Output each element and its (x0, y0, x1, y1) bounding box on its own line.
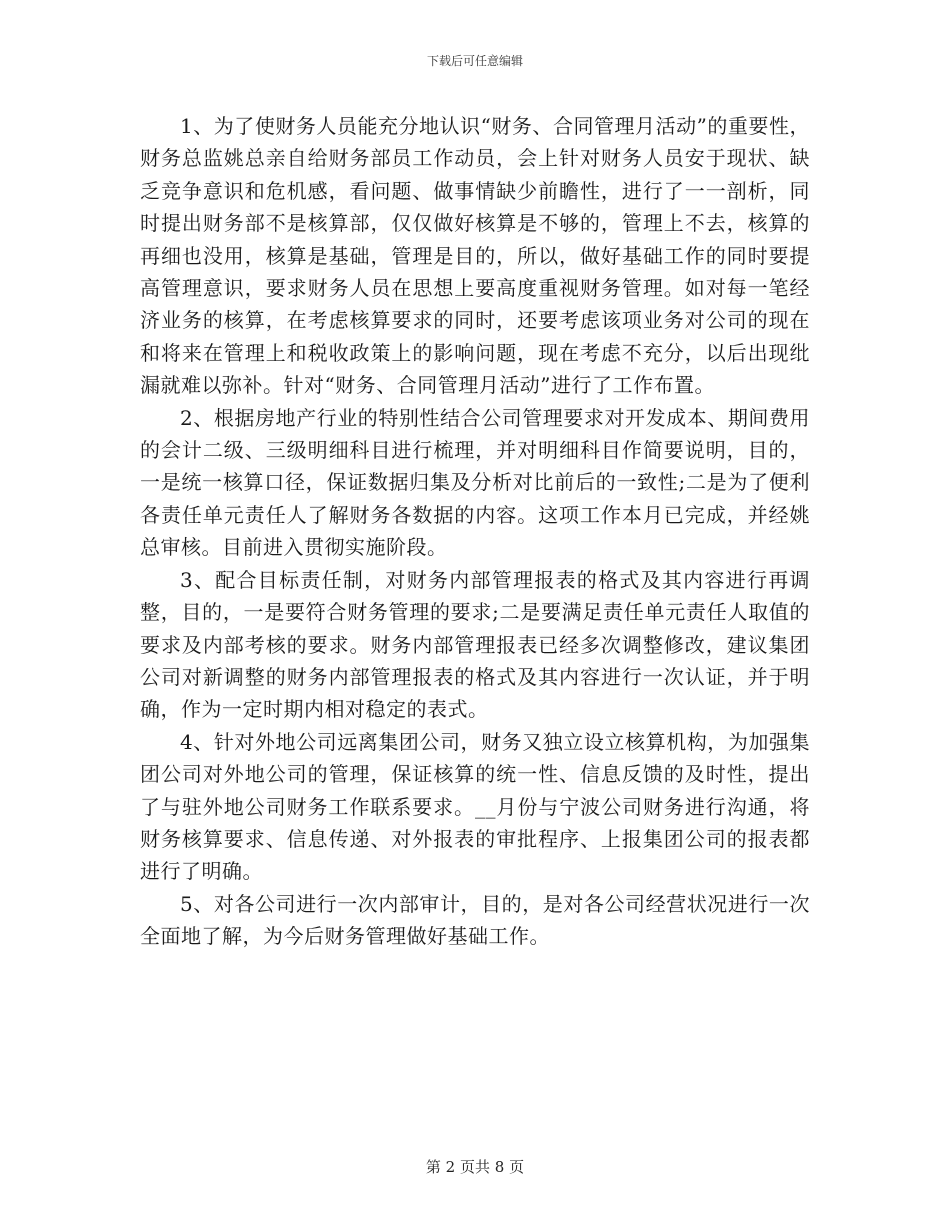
paragraph-5: 5、对各公司进行一次内部审计，目的，是对各公司经营状况进行一次全面地了解，为今后财务管理做好基础工作。 (140, 891, 810, 949)
paragraph-2: 2、根据房地产行业的特别性结合公司管理要求对开发成本、期间费用的会计二级、三级明细科目进行梳理，并对明细科目作简要说明，目的，一是统一核算口径，保证数据归集及分析对比前后的一致性;二是为了便利各责任单元责任人了解财务各数据的内容。这项工作本月已完成，并经姚总审核。目前进入贯彻实施阶段。 (140, 405, 810, 560)
paragraph-1: 1、为了使财务人员能充分地认识“财务、合同管理月活动”的重要性，财务总监姚总亲自给财务部员工作动员，会上针对财务人员安于现状、缺乏竞争意识和危机感，看问题、做事情缺少前瞻性，进行了一一剖析，同时提出财务部不是核算部，仅仅做好核算是不够的，管理上不去，核算的再细也没用，核算是基础，管理是目的，所以，做好基础工作的同时要提高管理意识，要求财务人员在思想上要高度重视财务管理。如对每一笔经济业务的核算，在考虑核算要求的同时，还要考虑该项业务对公司的现在和将来在管理上和税收政策上的影响问题，现在考虑不充分，以后出现纰漏就难以弥补。针对“财务、合同管理月活动”进行了工作布置。 (140, 114, 810, 398)
paragraph-4: 4、针对外地公司远离集团公司，财务又独立设立核算机构，为加强集团公司对外地公司的管理，保证核算的统一性、信息反馈的及时性，提出了与驻外地公司财务工作联系要求。__月份与宁波公司财务进行沟通，将财务核算要求、信息传递、对外报表的审批程序、上报集团公司的报表都进行了明确。 (140, 729, 810, 884)
paragraph-3: 3、配合目标责任制，对财务内部管理报表的格式及其内容进行再调整，目的，一是要符合财务管理的要求;二是要满足责任单元责任人取值的要求及内部考核的要求。财务内部管理报表已经多次调整修改，建议集团公司对新调整的财务内部管理报表的格式及其内容进行一次认证，并于明确，作为一定时期内相对稳定的表式。 (140, 567, 810, 722)
page-header: 下载后可任意编辑 (426, 54, 523, 68)
page-footer: 第 2 页共 8 页 (425, 1158, 525, 1176)
document-body (140, 110, 810, 953)
